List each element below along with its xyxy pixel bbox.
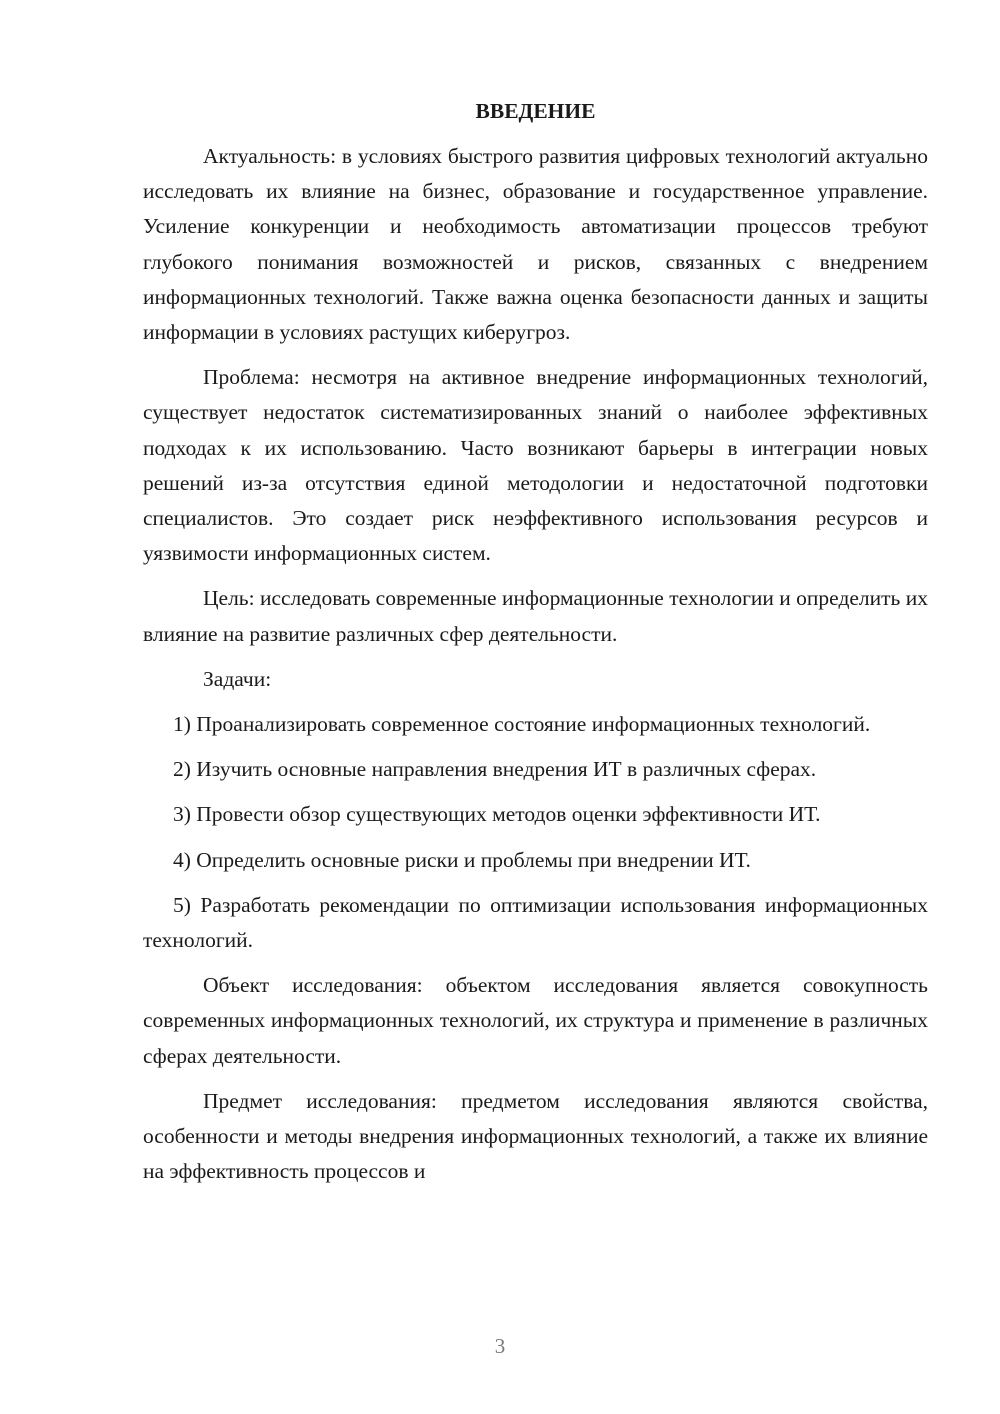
tasks-heading: Задачи: <box>203 666 272 691</box>
paragraph-object: Объект исследования: объектом исследования является совокупность современных информационных технологий, их структура и применение в различных сферах деятельности. <box>143 973 928 1068</box>
task-item-1: 1) Проанализировать современное состояние информационных технологий. <box>173 712 871 737</box>
task-item-3: 3) Провести обзор существующих методов оценки эффективности ИТ. <box>173 802 821 827</box>
paragraph-goal: Цель: исследовать современные информационные технологии и определить их влияние на развитие различных сфер деятельности. <box>143 586 928 646</box>
task-item-2: 2) Изучить основные направления внедрения ИТ в различных сферах. <box>173 757 817 782</box>
section-title: ВВЕДЕНИЕ <box>475 99 596 123</box>
paragraph-relevance: Актуальность: в условиях быстрого развития цифровых технологий актуально исследовать их влияние на бизнес, образование и государственное управление. Усиление конкуренции и необходимость автоматизации процессов требуют глубокого понимания возможностей и рисков, связанных с внедрением информационных технологий. Также важна оценка безопасности данных и защиты информации в условиях растущих киберугроз. <box>143 144 928 345</box>
page-number: 3 <box>494 1334 506 1358</box>
task-item-4: 4) Определить основные риски и проблемы при внедрении ИТ. <box>173 847 751 872</box>
task-item-5: 5) Разработать рекомендации по оптимизации использования информационных технологий. <box>143 892 928 953</box>
paragraph-subject: Предмет исследования: предметом исследования являются свойства, особенности и методы внедрения информационных технологий, а также их влияние на эффективность процессов и <box>143 1088 928 1184</box>
document-page <box>143 95 928 1199</box>
paragraph-problem: Проблема: несмотря на активное внедрение информационных технологий, существует недостаток систематизированных знаний о наиболее эффективных подходах к их использованию. Часто возникают барьеры в интеграции новых решений из-за отсутствия единой методологии и недостаточной подготовки специалистов. Это создает риск неэффективного использования ресурсов и уязвимости информационных систем. <box>143 365 928 566</box>
